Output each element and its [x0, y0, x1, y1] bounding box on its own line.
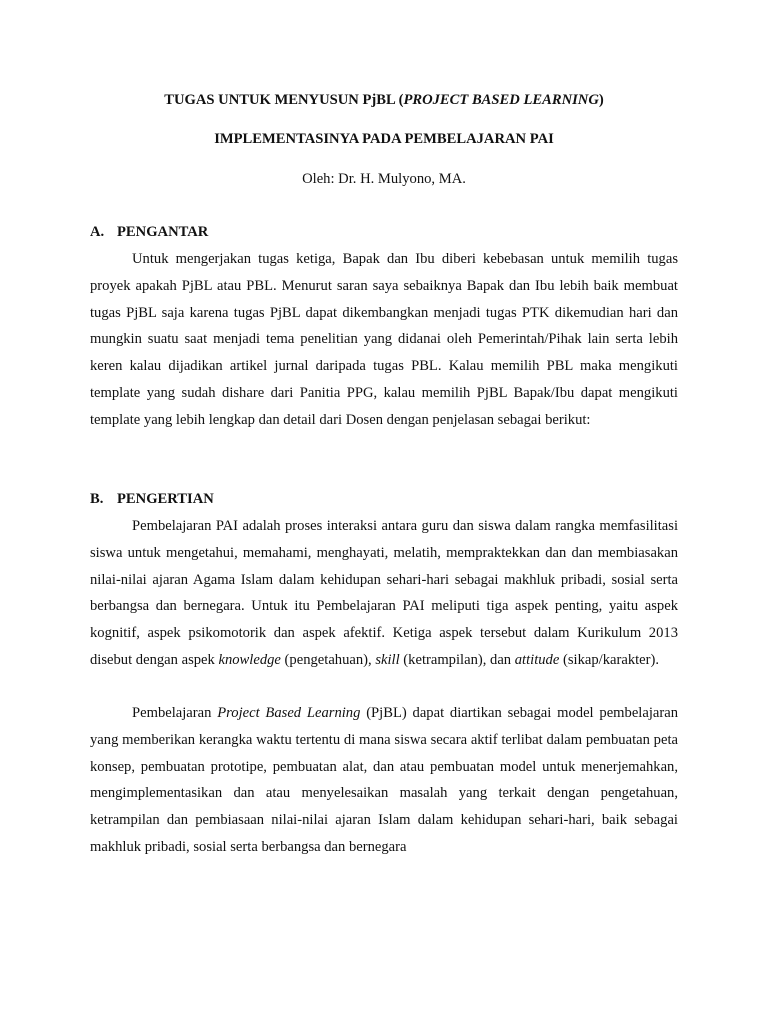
p2-text-1: Pembelajaran PAI adalah proses interaksi antara guru dan siswa dalam rangka memfasilitasi siswa untuk mengetahui, memahami, menghayati, melatih, mempraktekkan dan dan membiasakan nilai-nilai ajaran Agama Islam dalam kehidupan sehari-hari sebagai makhluk pribadi, sosial serta berbangsa dan bernegara. Untuk itu Pembelajaran PAI meliputi tiga aspek penting, yaitu aspek kognitif, aspek psikomotorik dan aspek afektif. Ketiga aspek tersebut dalam Kurikulum 2013 disebut dengan aspek — [90, 518, 678, 668]
section-b-paragraph-1 — [90, 513, 678, 674]
p2-text-3: (ketrampilan), dan — [399, 651, 515, 668]
section-b-heading — [90, 491, 214, 508]
title-italic: PROJECT BASED LEARNING — [403, 92, 599, 108]
p2-text-2: (pengetahuan), — [280, 651, 376, 668]
section-a-heading — [90, 224, 208, 241]
section-b-title: PENGERTIAN — [117, 491, 214, 507]
p2-attitude: attitude — [514, 651, 560, 668]
section-a-title: PENGANTAR — [117, 224, 209, 240]
p3-text-1: Pembelajaran — [132, 705, 218, 721]
document-author: Oleh: Dr. H. Mulyono, MA. — [302, 171, 466, 187]
p2-skill: skill — [375, 651, 400, 668]
document-title-line2: IMPLEMENTASINYA PADA PEMBELAJARAN PAI — [214, 131, 554, 147]
section-a-letter: A. — [90, 224, 105, 240]
document-title-line1 — [90, 92, 678, 109]
p3-text-2: (PjBL) dapat diartikan sebagai model pembelajaran yang memberikan kerangka waktu tertentu di mana siswa secara aktif terlibat dalam pembuatan peta konsep, pembuatan prototipe, pembuatan alat, dan atau pembuatan model untuk menerjemahkan, mengimplementasikan dan atau menyelesaikan masalah yang terkait dengan pengetahuan, ketrampilan dan pembiasaan nilai-nilai ajaran Islam dalam kehidupan sehari-hari, baik sebagai makhluk pribadi, sosial serta berbangsa dan bernegara — [90, 705, 678, 855]
p3-pbl-italic: Project Based Learning — [217, 705, 361, 721]
p2-text-4: (sikap/karakter). — [559, 651, 660, 668]
section-b-letter: B. — [90, 491, 104, 507]
p2-knowledge: knowledge — [218, 651, 281, 668]
section-a-paragraph: Untuk mengerjakan tugas ketiga, Bapak dan Ibu diberi kebebasan untuk memilih tugas proyek apakah PjBL atau PBL. Menurut saran saya sebaiknya Bapak dan Ibu lebih baik membuat tugas PjBL saja karena tugas PjBL dapat dikembangkan menjadi tugas PTK dikemudian hari dan mungkin suatu saat menjadi tema penelitian yang didanai oleh Pemerintah/Pihak lain serta lebih keren kalau dijadikan artikel jurnal daripada tugas PBL. Kalau memilih PBL maka mengikuti template yang sudah dishare dari Panitia PPG, kalau memilih PjBL Bapak/Ibu dapat mengikuti template yang lebih lengkap dan detail dari Dosen dengan penjelasan sebagai berikut: — [90, 251, 678, 428]
title-prefix: TUGAS UNTUK MENYUSUN PjBL ( — [164, 92, 404, 108]
title-suffix: ) — [598, 92, 604, 108]
section-b-paragraph-2 — [90, 700, 678, 861]
